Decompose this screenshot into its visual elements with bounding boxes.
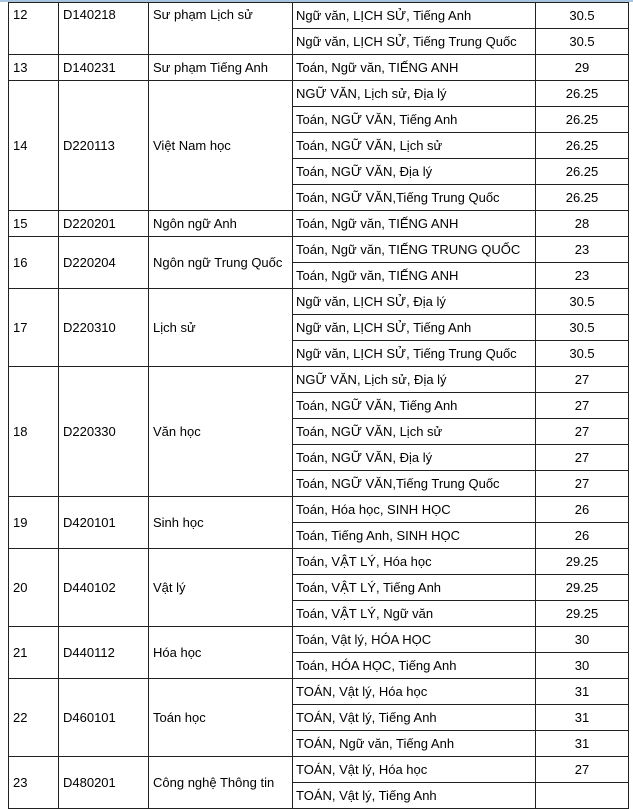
- score-cell: 29.25: [536, 549, 629, 575]
- table-row: [9, 757, 629, 783]
- subject-combination-cell: Ngữ văn, LỊCH SỬ, Địa lý: [293, 289, 536, 315]
- major-code-cell: D420101: [59, 497, 149, 549]
- major-code-cell: D440112: [59, 627, 149, 679]
- major-code-cell: D220330: [59, 367, 149, 497]
- row-number-cell: 21: [9, 627, 59, 679]
- major-code-cell: D220113: [59, 81, 149, 211]
- subject-combination-cell: Toán, VẬT LÝ, Ngữ văn: [293, 601, 536, 627]
- table-row: [9, 3, 629, 29]
- table-row: [9, 81, 629, 107]
- subject-combination-cell: Toán, Ngữ văn, TIẾNG ANH: [293, 55, 536, 81]
- major-code-cell: D140231: [59, 55, 149, 81]
- score-cell: 31: [536, 679, 629, 705]
- major-name-cell: Ngôn ngữ Trung Quốc: [149, 237, 293, 289]
- major-name-cell: Sư phạm Tiếng Anh: [149, 55, 293, 81]
- subject-combination-cell: Toán, Vật lý, HÓA HỌC: [293, 627, 536, 653]
- table-row: [9, 549, 629, 575]
- subject-combination-cell: Ngữ văn, LỊCH SỬ, Tiếng Anh: [293, 315, 536, 341]
- row-number-cell: 18: [9, 367, 59, 497]
- score-cell: 27: [536, 393, 629, 419]
- admission-scores-table-body: [9, 3, 629, 809]
- row-number-cell: 15: [9, 211, 59, 237]
- score-cell: 30: [536, 627, 629, 653]
- table-row: [9, 237, 629, 263]
- row-number-cell: 19: [9, 497, 59, 549]
- subject-combination-cell: Toán, Hóa học, SINH HỌC: [293, 497, 536, 523]
- row-number-cell: 16: [9, 237, 59, 289]
- subject-combination-cell: NGỮ VĂN, Lịch sử, Địa lý: [293, 81, 536, 107]
- score-cell: 26.25: [536, 185, 629, 211]
- major-code-cell: D440102: [59, 549, 149, 627]
- score-cell: 26.25: [536, 159, 629, 185]
- row-number-cell: 13: [9, 55, 59, 81]
- major-name-cell: Hóa học: [149, 627, 293, 679]
- major-code-cell: D480201: [59, 757, 149, 809]
- subject-combination-cell: Toán, NGỮ VĂN, Lịch sử: [293, 419, 536, 445]
- subject-combination-cell: Ngữ văn, LỊCH SỬ, Tiếng Trung Quốc: [293, 29, 536, 55]
- row-number-cell: 23: [9, 757, 59, 809]
- score-cell: 30.5: [536, 315, 629, 341]
- subject-combination-cell: Toán, NGỮ VĂN, Địa lý: [293, 159, 536, 185]
- row-number-cell: 12: [9, 3, 59, 55]
- subject-combination-cell: Toán, VẬT LÝ, Hóa học: [293, 549, 536, 575]
- score-cell: 23: [536, 263, 629, 289]
- subject-combination-cell: Toán, NGỮ VĂN, Địa lý: [293, 445, 536, 471]
- score-cell: 30.5: [536, 289, 629, 315]
- row-number-cell: 17: [9, 289, 59, 367]
- major-code-cell: D140218: [59, 3, 149, 55]
- major-name-cell: Văn học: [149, 367, 293, 497]
- score-cell: 26: [536, 523, 629, 549]
- major-name-cell: Ngôn ngữ Anh: [149, 211, 293, 237]
- table-row: [9, 211, 629, 237]
- major-code-cell: D460101: [59, 679, 149, 757]
- row-number-cell: 14: [9, 81, 59, 211]
- score-cell: 26.25: [536, 133, 629, 159]
- subject-combination-cell: TOÁN, Vật lý, Tiếng Anh: [293, 705, 536, 731]
- score-cell: 31: [536, 731, 629, 757]
- major-name-cell: Sư phạm Lịch sử: [149, 3, 293, 55]
- subject-combination-cell: Toán, VẬT LÝ, Tiếng Anh: [293, 575, 536, 601]
- subject-combination-cell: Toán, NGỮ VĂN,Tiếng Trung Quốc: [293, 185, 536, 211]
- subject-combination-cell: Toán, NGỮ VĂN, Tiếng Anh: [293, 107, 536, 133]
- table-row: [9, 679, 629, 705]
- score-cell: 27: [536, 419, 629, 445]
- score-cell: 30: [536, 653, 629, 679]
- admission-scores-table: [8, 2, 629, 809]
- table-row: [9, 289, 629, 315]
- subject-combination-cell: TOÁN, Vật lý, Hóa học: [293, 679, 536, 705]
- major-name-cell: Lịch sử: [149, 289, 293, 367]
- table-row: [9, 55, 629, 81]
- subject-combination-cell: Toán, Ngữ văn, TIẾNG ANH: [293, 263, 536, 289]
- major-name-cell: Sinh học: [149, 497, 293, 549]
- score-cell: 26.25: [536, 81, 629, 107]
- major-name-cell: Vật lý: [149, 549, 293, 627]
- subject-combination-cell: TOÁN, Vật lý, Hóa học: [293, 757, 536, 783]
- subject-combination-cell: Ngữ văn, LỊCH SỬ, Tiếng Trung Quốc: [293, 341, 536, 367]
- table-row: [9, 497, 629, 523]
- score-cell: 29.25: [536, 575, 629, 601]
- subject-combination-cell: Toán, Ngữ văn, TIẾNG TRUNG QUỐC: [293, 237, 536, 263]
- score-cell: 26.25: [536, 107, 629, 133]
- subject-combination-cell: Toán, Ngữ văn, TIẾNG ANH: [293, 211, 536, 237]
- row-number-cell: 22: [9, 679, 59, 757]
- score-cell: 27: [536, 445, 629, 471]
- score-cell: 26: [536, 497, 629, 523]
- major-code-cell: D220201: [59, 211, 149, 237]
- subject-combination-cell: NGỮ VĂN, Lịch sử, Địa lý: [293, 367, 536, 393]
- score-cell: 31: [536, 705, 629, 731]
- score-cell: 29.25: [536, 601, 629, 627]
- score-cell: [536, 783, 629, 809]
- score-cell: 28: [536, 211, 629, 237]
- subject-combination-cell: TOÁN, Vật lý, Tiếng Anh: [293, 783, 536, 809]
- score-cell: 23: [536, 237, 629, 263]
- major-name-cell: Toán học: [149, 679, 293, 757]
- subject-combination-cell: TOÁN, Ngữ văn, Tiếng Anh: [293, 731, 536, 757]
- subject-combination-cell: Toán, NGỮ VĂN,Tiếng Trung Quốc: [293, 471, 536, 497]
- subject-combination-cell: Toán, NGỮ VĂN, Lịch sử: [293, 133, 536, 159]
- subject-combination-cell: Ngữ văn, LỊCH SỬ, Tiếng Anh: [293, 3, 536, 29]
- subject-combination-cell: Toán, NGỮ VĂN, Tiếng Anh: [293, 393, 536, 419]
- score-cell: 29: [536, 55, 629, 81]
- major-code-cell: D220204: [59, 237, 149, 289]
- subject-combination-cell: Toán, Tiếng Anh, SINH HỌC: [293, 523, 536, 549]
- score-cell: 27: [536, 471, 629, 497]
- score-cell: 27: [536, 367, 629, 393]
- major-name-cell: Công nghệ Thông tin: [149, 757, 293, 809]
- table-row: [9, 367, 629, 393]
- table-row: [9, 627, 629, 653]
- score-cell: 30.5: [536, 3, 629, 29]
- major-code-cell: D220310: [59, 289, 149, 367]
- subject-combination-cell: Toán, HÓA HỌC, Tiếng Anh: [293, 653, 536, 679]
- score-cell: 30.5: [536, 341, 629, 367]
- score-cell: 27: [536, 757, 629, 783]
- row-number-cell: 20: [9, 549, 59, 627]
- score-cell: 30.5: [536, 29, 629, 55]
- major-name-cell: Việt Nam học: [149, 81, 293, 211]
